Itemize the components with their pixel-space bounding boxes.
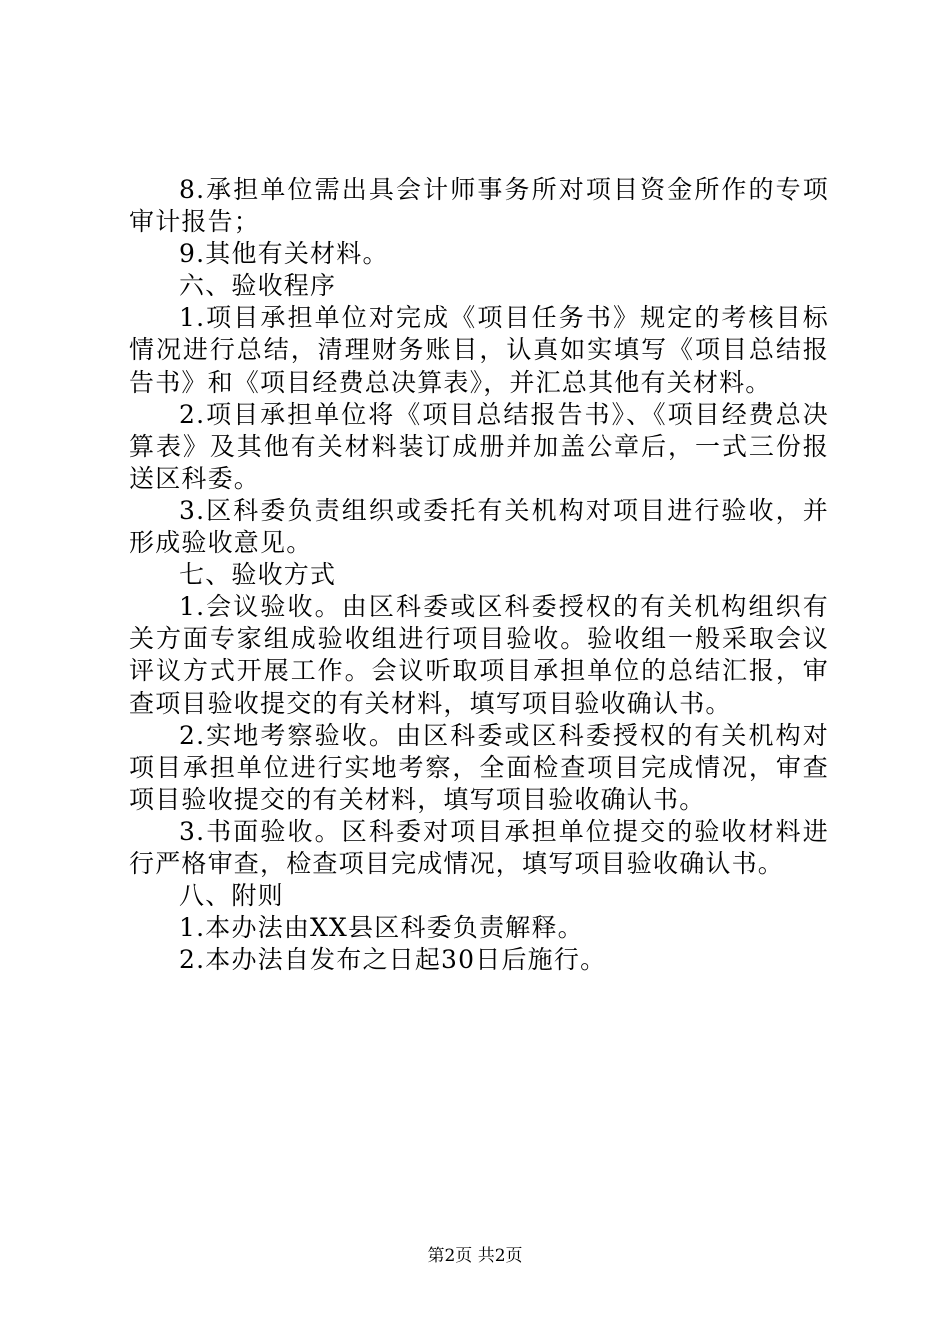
paragraph-method-1: 1.会议验收。由区科委或区科委授权的有关机构组织有关方面专家组成验收组进行项目验收。验收组一般采取会议评议方式开展工作。会议听取项目承担单位的总结汇报，审查项目验收提交的有关材料，填写项目验收确认书。 [129,592,829,718]
page-footer [0,1246,950,1266]
paragraph-procedure-2: 2.项目承担单位将《项目总结报告书》、《项目经费总决算表》及其他有关材料装订成册并加盖公章后，一式三份报送区科委。 [129,399,829,493]
page-number-current: 第2页 [427,1246,473,1266]
paragraph-procedure-1: 1.项目承担单位对完成《项目任务书》规定的考核目标情况进行总结，清理财务账目，认真如实填写《项目总结报告书》和《项目经费总决算表》，并汇总其他有关材料。 [129,303,829,397]
section-heading-acceptance-procedure: 六、验收程序 [179,271,337,301]
page-number-total: 共2页 [477,1246,523,1266]
section-heading-acceptance-method: 七、验收方式 [179,560,337,590]
paragraph-method-2: 2.实地考察验收。由区科委或区科委授权的有关机构对项目承担单位进行实地考察，全面检查项目完成情况，审查项目验收提交的有关材料，填写项目验收确认书。 [129,720,829,814]
paragraph-method-3: 3.书面验收。区科委对项目承担单位提交的验收材料进行严格审查，检查项目完成情况，填写项目验收确认书。 [129,816,829,878]
paragraph-item-8: 8.承担单位需出具会计师事务所对项目资金所作的专项审计报告； [129,175,829,237]
paragraph-supplementary-1: 1.本办法由XX县区科委负责解释。 [179,913,584,943]
paragraph-supplementary-2: 2.本办法自发布之日起30日后施行。 [179,945,607,975]
paragraph-item-9: 9.其他有关材料。 [179,239,389,269]
document-body [129,174,829,976]
section-heading-supplementary: 八、附则 [179,881,284,911]
paragraph-procedure-3: 3.区科委负责组织或委托有关机构对项目进行验收，并形成验收意见。 [129,495,829,558]
